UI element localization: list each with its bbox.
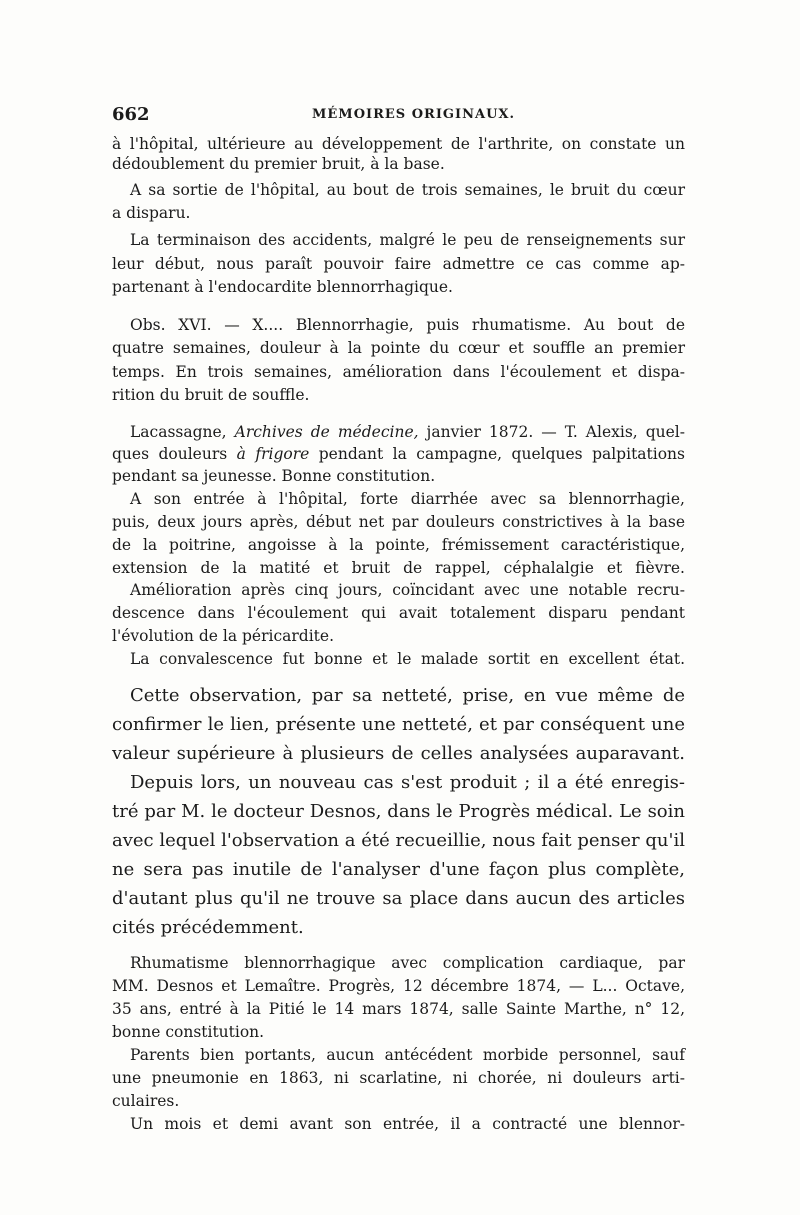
text-line: extension de la matité et bruit de rappel, céphalalgie et fièvre. (112, 559, 685, 577)
text-line: leur début, nous paraît pouvoir faire admettre ce cas comme ap- (112, 255, 685, 273)
text-line: tré par M. le docteur Desnos, dans le Progrès médical. Le soin (112, 801, 685, 822)
citation-author: Lacassagne, (130, 423, 235, 441)
case-heading: Rhumatisme blennorrhagique avec complication cardiaque, par (130, 954, 685, 972)
latin-term: à frigore (236, 445, 310, 463)
text-line: quatre semaines, douleur à la pointe du cœur et souffle an premier (112, 339, 685, 357)
text-line: de la poitrine, angoisse à la pointe, frémissement caractéristique, (112, 536, 685, 554)
text-line: Un mois et demi avant son entrée, il a contracté une blennor- (130, 1115, 685, 1133)
text-line: avec lequel l'observation a été recueillie, nous fait penser qu'il (112, 830, 685, 851)
text-line: puis, deux jours après, début net par douleurs constrictives à la base (112, 513, 685, 531)
citation-rest: janvier 1872. — T. Alexis, quel- (418, 423, 685, 441)
running-head (112, 104, 687, 128)
text-line (112, 444, 685, 464)
journal-title: MÉMOIRES ORIGINAUX. (312, 107, 516, 122)
text-line: Depuis lors, un nouveau cas s'est produit ; il a été enregis- (130, 772, 685, 793)
text-line: La convalescence fut bonne et le malade sortit en excellent état. (130, 650, 685, 668)
text-line: pendant sa jeunesse. Bonne constitution. (112, 467, 436, 485)
text-line: Cette observation, par sa netteté, prise, en vue même de (130, 685, 685, 706)
text-line: valeur supérieure à plusieurs de celles analysées auparavant. (112, 743, 685, 764)
text-line: d'autant plus qu'il ne trouve sa place dans aucun des articles (112, 888, 685, 909)
page-number: 662 (112, 104, 150, 125)
text-line: ne sera pas inutile de l'analyser d'une façon plus complète, (112, 859, 685, 880)
text-line: descence dans l'écoulement qui avait totalement disparu pendant (112, 604, 685, 622)
text-line: culaires. (112, 1092, 180, 1110)
text-line: cités précédemment. (112, 917, 304, 938)
text-line: rition du bruit de souffle. (112, 386, 310, 404)
text-line: a disparu. (112, 204, 191, 222)
text-line: confirmer le lien, présente une netteté, et par conséquent une (112, 714, 685, 735)
text-line: Parents bien portants, aucun antécédent morbide personnel, sauf (130, 1046, 685, 1064)
text-line: temps. En trois semaines, amélioration dans l'écoulement et dispa- (112, 363, 685, 381)
citation-journal: Archives de médecine, (234, 423, 419, 441)
citation-line (130, 422, 685, 442)
text-span: pendant la campagne, quelques palpitations (309, 445, 685, 463)
text-line: MM. Desnos et Lemaître. Progrès, 12 décembre 1874, — L... Octave, (112, 977, 685, 995)
text-line: La terminaison des accidents, malgré le peu de renseignements sur (130, 231, 685, 249)
text-line: 35 ans, entré à la Pitié le 14 mars 1874, salle Sainte Marthe, n° 12, (112, 1000, 685, 1018)
text-line: à l'hôpital, ultérieure au développement de l'arthrite, on constate un (112, 135, 685, 153)
text-line: A sa sortie de l'hôpital, au bout de trois semaines, le bruit du cœur (130, 181, 685, 199)
text-line: Amélioration après cinq jours, coïncidant avec une notable recru- (130, 581, 685, 599)
text-line: A son entrée à l'hôpital, forte diarrhée avec sa blennorrhagie, (130, 490, 685, 508)
text-line: une pneumonie en 1863, ni scarlatine, ni chorée, ni douleurs arti- (112, 1069, 685, 1087)
text-line: bonne constitution. (112, 1023, 265, 1041)
observation-heading: Obs. XVI. — X.... Blennorrhagie, puis rhumatisme. Au bout de (130, 316, 685, 334)
text-line: partenant à l'endocardite blennorrhagique. (112, 278, 453, 296)
text-span: ques douleurs (112, 445, 237, 463)
text-line: l'évolution de la péricardite. (112, 627, 334, 645)
text-line: dédoublement du premier bruit, à la base. (112, 155, 445, 173)
